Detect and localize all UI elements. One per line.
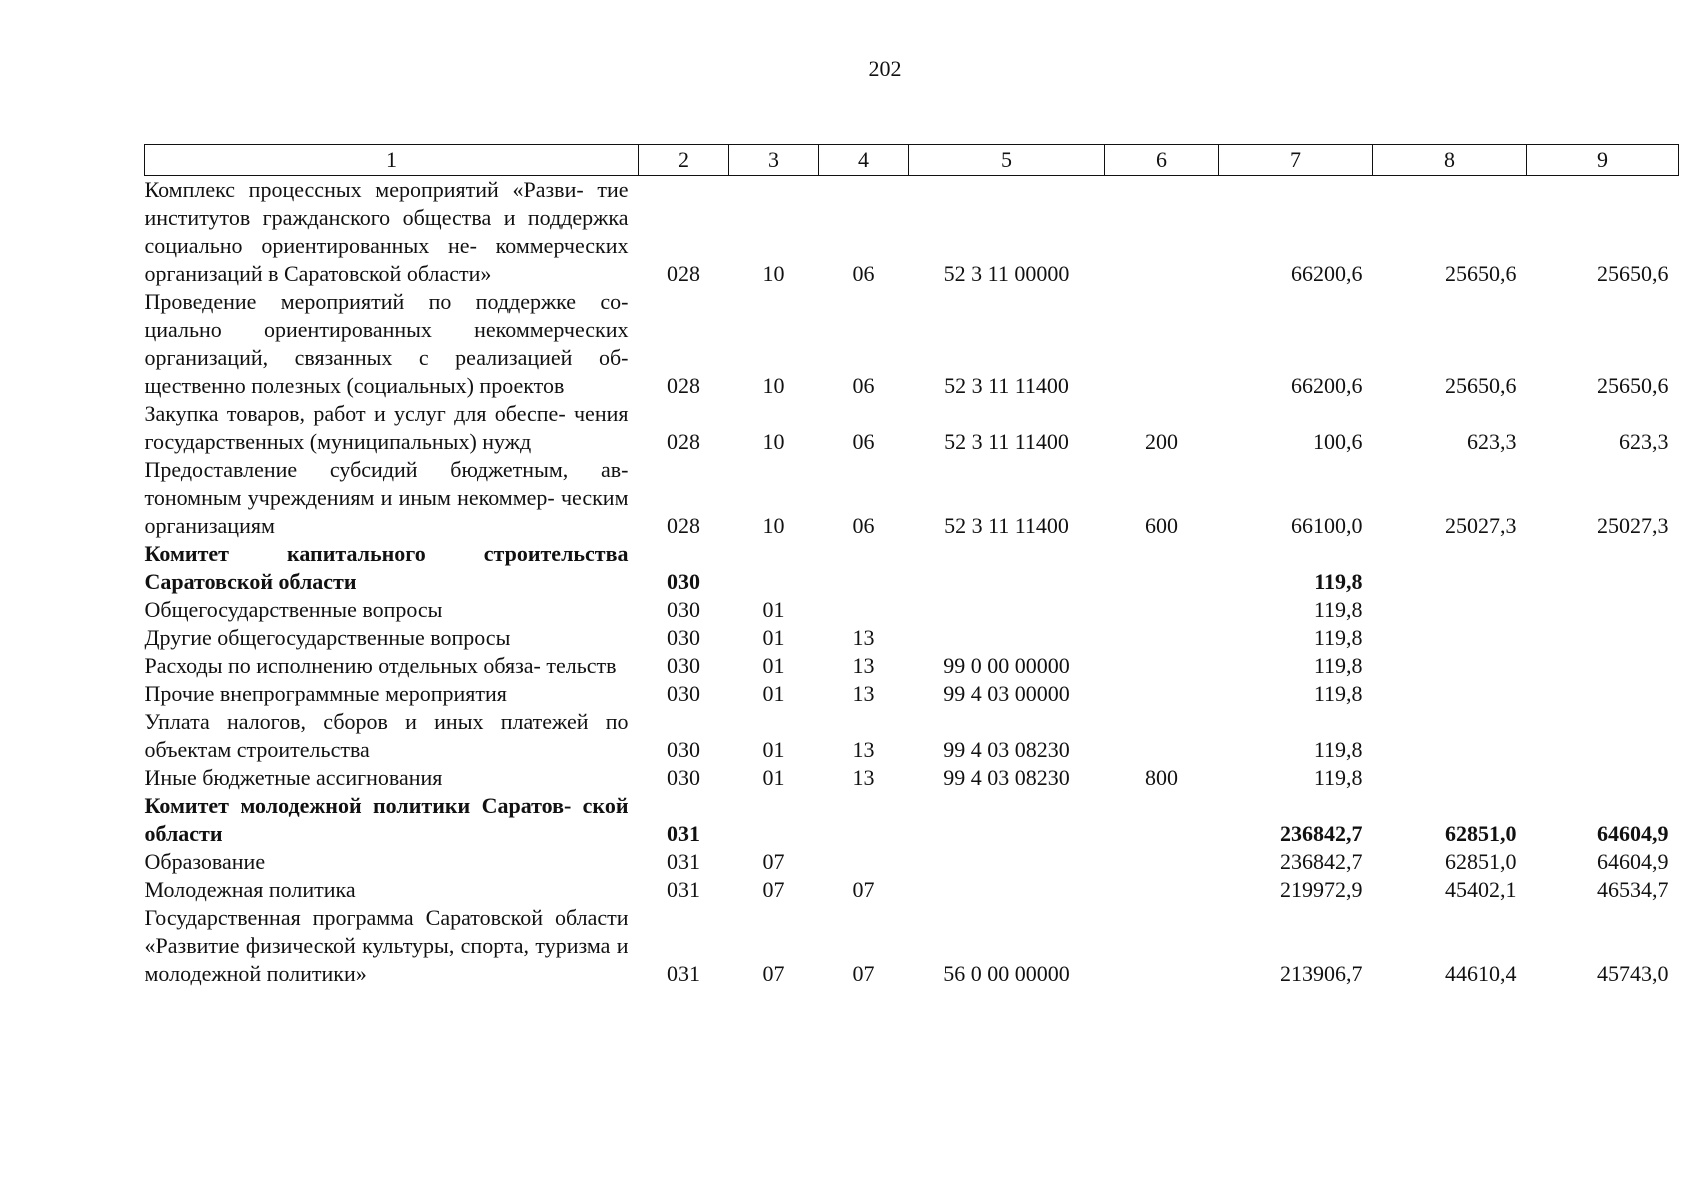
amount-col-7: 213906,7 <box>1280 961 1363 986</box>
item-name: Государственная программа Саратовской области «Развитие физической культуры, спорта, туризма и молодежной политики» <box>144 905 629 986</box>
amount-col-7: 66200,6 <box>1291 373 1363 398</box>
code-section <box>729 540 819 596</box>
code-target <box>909 876 1105 904</box>
code-expense-type <box>1105 596 1219 624</box>
amount-col-8 <box>1373 708 1527 764</box>
code-subsection: 13 <box>852 737 875 762</box>
amount-col-7: 119,8 <box>1313 597 1363 622</box>
amount-col-8 <box>1373 764 1527 792</box>
item-name: Закупка товаров, работ и услуг для обеспе- чения государственных (муниципальных) нужд <box>144 401 629 454</box>
code-subsection <box>819 848 909 876</box>
code-ministry: 030 <box>667 625 700 650</box>
code-expense-type <box>1105 652 1219 680</box>
amount-col-7: 119,8 <box>1313 765 1363 790</box>
code-ministry: 028 <box>667 429 700 454</box>
code-expense-type <box>1105 540 1219 596</box>
code-expense-type <box>1105 708 1219 764</box>
amount-col-7: 100,6 <box>1313 429 1363 454</box>
amount-col-9 <box>1527 540 1679 596</box>
table-row <box>145 708 1679 764</box>
code-expense-type <box>1105 876 1219 904</box>
code-ministry: 030 <box>667 765 700 790</box>
code-section: 01 <box>762 653 785 678</box>
table-row <box>145 904 1679 988</box>
code-target: 99 4 03 08230 <box>943 765 1070 790</box>
amount-col-8: 62851,0 <box>1445 821 1517 846</box>
code-expense-type: 600 <box>1145 513 1178 538</box>
code-section: 01 <box>762 765 785 790</box>
code-subsection <box>819 540 909 596</box>
amount-col-9 <box>1527 652 1679 680</box>
amount-col-7: 119,8 <box>1313 653 1363 678</box>
code-target <box>909 596 1105 624</box>
column-header-5: 5 <box>909 145 1105 176</box>
code-target <box>909 792 1105 848</box>
amount-col-9: 25650,6 <box>1597 373 1669 398</box>
code-section <box>729 792 819 848</box>
budget-table <box>144 144 1679 988</box>
page-number: 202 <box>868 56 902 81</box>
item-name: Молодежная политика <box>144 877 356 902</box>
code-section: 01 <box>762 625 785 650</box>
amount-col-8: 25650,6 <box>1445 261 1517 286</box>
code-subsection: 06 <box>852 513 875 538</box>
table-row <box>145 400 1679 456</box>
code-expense-type <box>1105 904 1219 988</box>
amount-col-7: 66200,6 <box>1291 261 1363 286</box>
item-name: Предоставление субсидий бюджетным, ав- тономным учреждениям и иным некоммер- ческим организациям <box>144 457 629 538</box>
code-expense-type <box>1105 288 1219 400</box>
code-ministry: 030 <box>667 653 700 678</box>
amount-col-8: 623,3 <box>1467 429 1517 454</box>
table-row <box>145 680 1679 708</box>
amount-col-8 <box>1373 540 1527 596</box>
amount-col-9: 64604,9 <box>1597 821 1669 846</box>
table-row <box>145 456 1679 540</box>
code-expense-type <box>1105 792 1219 848</box>
code-section: 07 <box>762 849 785 874</box>
code-target: 52 3 11 00000 <box>943 261 1070 286</box>
code-section: 10 <box>762 513 785 538</box>
amount-col-9 <box>1527 708 1679 764</box>
amount-col-9: 25027,3 <box>1597 513 1669 538</box>
amount-col-8: 45402,1 <box>1445 877 1517 902</box>
column-header-9: 9 <box>1527 145 1679 176</box>
code-subsection: 07 <box>852 877 875 902</box>
amount-col-9 <box>1527 680 1679 708</box>
code-expense-type: 200 <box>1145 429 1178 454</box>
item-name: Расходы по исполнению отдельных обяза- тельств <box>144 653 617 678</box>
code-expense-type <box>1105 176 1219 289</box>
code-ministry: 031 <box>667 961 700 986</box>
amount-col-9 <box>1527 624 1679 652</box>
code-section: 10 <box>762 373 785 398</box>
code-expense-type <box>1105 624 1219 652</box>
column-header-1: 1 <box>145 145 639 176</box>
item-name: Прочие внепрограммные мероприятия <box>144 681 507 706</box>
code-subsection: 13 <box>852 625 875 650</box>
code-subsection: 07 <box>852 961 875 986</box>
amount-col-8: 25650,6 <box>1445 373 1517 398</box>
amount-col-8 <box>1373 652 1527 680</box>
code-subsection <box>819 792 909 848</box>
code-section: 10 <box>762 429 785 454</box>
code-subsection: 13 <box>852 681 875 706</box>
amount-col-7: 119,8 <box>1314 569 1363 594</box>
code-target <box>909 848 1105 876</box>
code-target: 52 3 11 11400 <box>944 373 1069 398</box>
code-subsection: 06 <box>852 261 875 286</box>
table-row <box>145 176 1679 289</box>
table-body <box>145 176 1679 989</box>
column-header-3: 3 <box>729 145 819 176</box>
code-ministry: 031 <box>667 821 700 846</box>
amount-col-8: 62851,0 <box>1445 849 1517 874</box>
amount-col-9 <box>1527 596 1679 624</box>
code-section: 01 <box>762 681 785 706</box>
table-row <box>145 624 1679 652</box>
amount-col-8 <box>1373 596 1527 624</box>
amount-col-7: 119,8 <box>1313 625 1363 650</box>
code-expense-type <box>1105 848 1219 876</box>
code-expense-type <box>1105 680 1219 708</box>
table-row <box>145 792 1679 848</box>
amount-col-8: 25027,3 <box>1445 513 1517 538</box>
item-name: Иные бюджетные ассигнования <box>144 765 443 790</box>
code-section: 01 <box>762 597 785 622</box>
amount-col-8 <box>1373 680 1527 708</box>
item-name: Комитет капитального строительства Саратовской области <box>144 541 629 594</box>
code-ministry: 031 <box>667 877 700 902</box>
code-expense-type: 800 <box>1145 765 1178 790</box>
table-row <box>145 764 1679 792</box>
code-target <box>909 540 1105 596</box>
code-subsection: 13 <box>852 653 875 678</box>
code-subsection <box>819 596 909 624</box>
code-ministry: 030 <box>667 597 700 622</box>
table-row <box>145 848 1679 876</box>
column-header-4: 4 <box>819 145 909 176</box>
code-ministry: 030 <box>667 681 700 706</box>
item-name: Комплекс процессных мероприятий «Разви- тие институтов гражданского общества и поддержка социально ориентированных не- коммерческих организаций в Саратовской области» <box>144 177 629 286</box>
code-ministry: 030 <box>667 569 700 594</box>
item-name: Образование <box>144 849 266 874</box>
code-ministry: 031 <box>667 849 700 874</box>
code-target: 56 0 00 00000 <box>943 961 1070 986</box>
code-target <box>909 624 1105 652</box>
table-row <box>145 540 1679 596</box>
code-section: 10 <box>762 261 785 286</box>
code-ministry: 028 <box>667 261 700 286</box>
code-target: 99 4 03 08230 <box>943 737 1070 762</box>
amount-col-8 <box>1373 624 1527 652</box>
column-header-8: 8 <box>1373 145 1527 176</box>
column-header-2: 2 <box>639 145 729 176</box>
header-row <box>145 145 1679 176</box>
amount-col-7: 219972,9 <box>1280 877 1363 902</box>
code-subsection: 06 <box>852 429 875 454</box>
code-target: 99 0 00 00000 <box>943 653 1070 678</box>
code-ministry: 028 <box>667 513 700 538</box>
amount-col-9: 46534,7 <box>1597 877 1669 902</box>
amount-col-9: 623,3 <box>1619 429 1669 454</box>
code-target: 52 3 11 11400 <box>944 429 1069 454</box>
table-row <box>145 288 1679 400</box>
code-section: 07 <box>762 961 785 986</box>
code-ministry: 030 <box>667 737 700 762</box>
item-name: Проведение мероприятий по поддержке со- циально ориентированных некоммерческих организаций, связанных с реализацией об- щественно полезных (социальных) проектов <box>144 289 629 398</box>
amount-col-7: 66100,0 <box>1291 513 1363 538</box>
amount-col-9: 25650,6 <box>1597 261 1669 286</box>
amount-col-7: 236842,7 <box>1280 821 1363 846</box>
amount-col-9: 45743,0 <box>1597 961 1669 986</box>
code-target: 99 4 03 00000 <box>943 681 1070 706</box>
table-row <box>145 596 1679 624</box>
column-header-7: 7 <box>1219 145 1373 176</box>
amount-col-8: 44610,4 <box>1445 961 1517 986</box>
code-target: 52 3 11 11400 <box>944 513 1069 538</box>
code-subsection: 06 <box>852 373 875 398</box>
table-row <box>145 876 1679 904</box>
code-ministry: 028 <box>667 373 700 398</box>
item-name: Другие общегосударственные вопросы <box>144 625 511 650</box>
amount-col-7: 119,8 <box>1313 737 1363 762</box>
item-name: Общегосударственные вопросы <box>144 597 443 622</box>
code-subsection: 13 <box>852 765 875 790</box>
item-name: Комитет молодежной политики Саратов- ской области <box>144 793 629 846</box>
amount-col-9: 64604,9 <box>1597 849 1669 874</box>
code-section: 01 <box>762 737 785 762</box>
amount-col-7: 119,8 <box>1313 681 1363 706</box>
item-name: Уплата налогов, сборов и иных платежей по объектам строительства <box>144 709 629 762</box>
amount-col-9 <box>1527 764 1679 792</box>
column-header-6: 6 <box>1105 145 1219 176</box>
table-row <box>145 652 1679 680</box>
code-section: 07 <box>762 877 785 902</box>
amount-col-7: 236842,7 <box>1280 849 1363 874</box>
